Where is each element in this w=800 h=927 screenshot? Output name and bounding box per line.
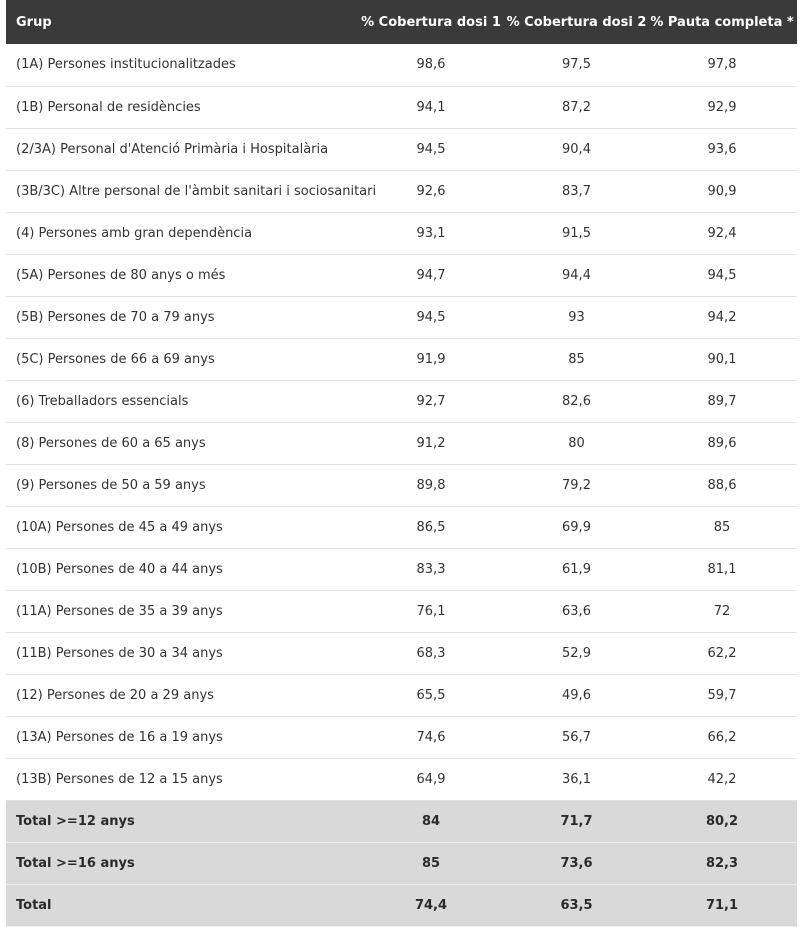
cell-dose2: 63,6	[562, 603, 591, 619]
cell-group: Total >=12 anys	[6, 800, 356, 842]
total-row	[6, 842, 797, 884]
cell-complete: 59,7	[707, 687, 737, 703]
table-header	[6, 0, 797, 44]
column-header-complete: % Pauta completa *	[650, 14, 794, 30]
cell-complete: 92,9	[707, 99, 737, 115]
table-row	[6, 758, 797, 800]
cell-group: (8) Persones de 60 a 65 anys	[16, 435, 206, 451]
table-body	[6, 44, 797, 926]
cell-group: (1A) Persones institucionalitzades	[16, 57, 236, 73]
cell-group: (9) Persones de 50 a 59 anys	[16, 477, 206, 493]
cell-dose1: 91,2	[416, 435, 446, 451]
cell-dose1: 65,5	[416, 687, 446, 703]
table-row	[6, 716, 797, 758]
cell-dose2: 63,5	[506, 884, 647, 926]
cell-dose2: 83,7	[562, 183, 591, 199]
cell-group: Total >=16 anys	[6, 842, 356, 884]
cell-dose1: 98,6	[416, 57, 446, 73]
vaccination-coverage-table	[6, 0, 797, 927]
cell-dose1: 86,5	[416, 519, 446, 535]
cell-complete: 62,2	[707, 645, 737, 661]
cell-group: (12) Persones de 20 a 29 anys	[16, 687, 214, 703]
cell-dose1: 83,3	[416, 561, 446, 577]
cell-dose1: 64,9	[416, 771, 446, 787]
cell-dose1: 91,9	[416, 351, 446, 367]
column-header-dose1: % Cobertura dosi 1	[361, 14, 501, 30]
cell-dose1: 89,8	[416, 477, 446, 493]
cell-dose1: 68,3	[416, 645, 446, 661]
table-row	[6, 296, 797, 338]
column-header-dose2: % Cobertura dosi 2	[506, 14, 647, 30]
cell-group: (13A) Persones de 16 a 19 anys	[16, 729, 223, 745]
cell-complete: 85	[713, 519, 731, 535]
cell-group: (11B) Persones de 30 a 34 anys	[16, 645, 223, 661]
cell-group: (1B) Personal de residències	[16, 99, 201, 115]
cell-group: (6) Treballadors essencials	[16, 393, 189, 409]
table-row	[6, 44, 797, 86]
cell-dose1: 92,6	[416, 183, 446, 199]
cell-complete: 88,6	[707, 477, 737, 493]
cell-group: Total	[6, 884, 356, 926]
table-row	[6, 506, 797, 548]
cell-complete: 92,4	[707, 225, 737, 241]
cell-group: (13B) Persones de 12 a 15 anys	[16, 771, 223, 787]
cell-group: (11A) Persones de 35 a 39 anys	[16, 603, 223, 619]
header-row	[6, 0, 797, 44]
table-row	[6, 674, 797, 716]
table-row	[6, 464, 797, 506]
cell-group: (5C) Persones de 66 a 69 anys	[16, 351, 215, 367]
cell-dose2: 94,4	[562, 267, 591, 283]
cell-dose2: 73,6	[506, 842, 647, 884]
cell-dose2: 82,6	[562, 393, 591, 409]
cell-dose1: 92,7	[416, 393, 446, 409]
cell-dose1: 84	[356, 800, 506, 842]
cell-dose2: 80	[568, 435, 585, 451]
table-row	[6, 170, 797, 212]
cell-complete: 80,2	[647, 800, 797, 842]
cell-group: (3B/3C) Altre personal de l'àmbit sanitari i sociosanitari	[16, 183, 377, 199]
cell-group: (10B) Persones de 40 a 44 anys	[16, 561, 223, 577]
cell-dose1: 94,1	[416, 99, 446, 115]
cell-dose2: 91,5	[562, 225, 591, 241]
cell-dose2: 49,6	[562, 687, 591, 703]
cell-complete: 89,7	[707, 393, 737, 409]
table-row	[6, 590, 797, 632]
cell-complete: 94,2	[707, 309, 737, 325]
cell-dose2: 90,4	[562, 141, 591, 157]
cell-complete: 81,1	[707, 561, 737, 577]
cell-complete: 90,1	[707, 351, 737, 367]
cell-group: (4) Persones amb gran dependència	[16, 225, 253, 241]
cell-dose2: 36,1	[562, 771, 591, 787]
cell-dose2: 93	[568, 309, 585, 325]
cell-group: (10A) Persones de 45 a 49 anys	[16, 519, 223, 535]
cell-dose2: 79,2	[562, 477, 591, 493]
cell-dose1: 76,1	[416, 603, 446, 619]
cell-complete: 90,9	[707, 183, 737, 199]
cell-group: (5A) Persones de 80 anys o més	[16, 267, 226, 283]
cell-dose1: 74,4	[356, 884, 506, 926]
cell-dose1: 74,6	[416, 729, 446, 745]
cell-dose2: 71,7	[506, 800, 647, 842]
cell-dose2: 85	[568, 351, 585, 367]
cell-complete: 42,2	[707, 771, 737, 787]
cell-dose1: 94,5	[416, 309, 446, 325]
cell-complete: 93,6	[707, 141, 737, 157]
column-header-group: Grup	[16, 14, 52, 30]
cell-dose1: 93,1	[416, 225, 446, 241]
cell-complete: 97,8	[707, 57, 737, 73]
cell-dose2: 56,7	[562, 729, 591, 745]
cell-dose2: 69,9	[562, 519, 591, 535]
total-row	[6, 800, 797, 842]
table-row	[6, 212, 797, 254]
cell-dose1: 94,5	[416, 141, 446, 157]
cell-dose1: 85	[356, 842, 506, 884]
cell-complete: 94,5	[707, 267, 737, 283]
table-row	[6, 548, 797, 590]
cell-dose1: 94,7	[416, 267, 446, 283]
cell-complete: 89,6	[707, 435, 737, 451]
cell-dose2: 61,9	[562, 561, 591, 577]
cell-complete: 71,1	[647, 884, 797, 926]
table-row	[6, 422, 797, 464]
cell-dose2: 52,9	[562, 645, 591, 661]
table-row	[6, 128, 797, 170]
table-row	[6, 86, 797, 128]
table-row	[6, 380, 797, 422]
cell-group: (5B) Persones de 70 a 79 anys	[16, 309, 215, 325]
table-row	[6, 632, 797, 674]
cell-group: (2/3A) Personal d'Atenció Primària i Hospitalària	[16, 141, 329, 157]
table-row	[6, 254, 797, 296]
cell-complete: 66,2	[707, 729, 737, 745]
cell-complete: 72	[713, 603, 731, 619]
cell-dose2: 97,5	[562, 57, 591, 73]
cell-complete: 82,3	[647, 842, 797, 884]
cell-dose2: 87,2	[562, 99, 591, 115]
table-row	[6, 338, 797, 380]
